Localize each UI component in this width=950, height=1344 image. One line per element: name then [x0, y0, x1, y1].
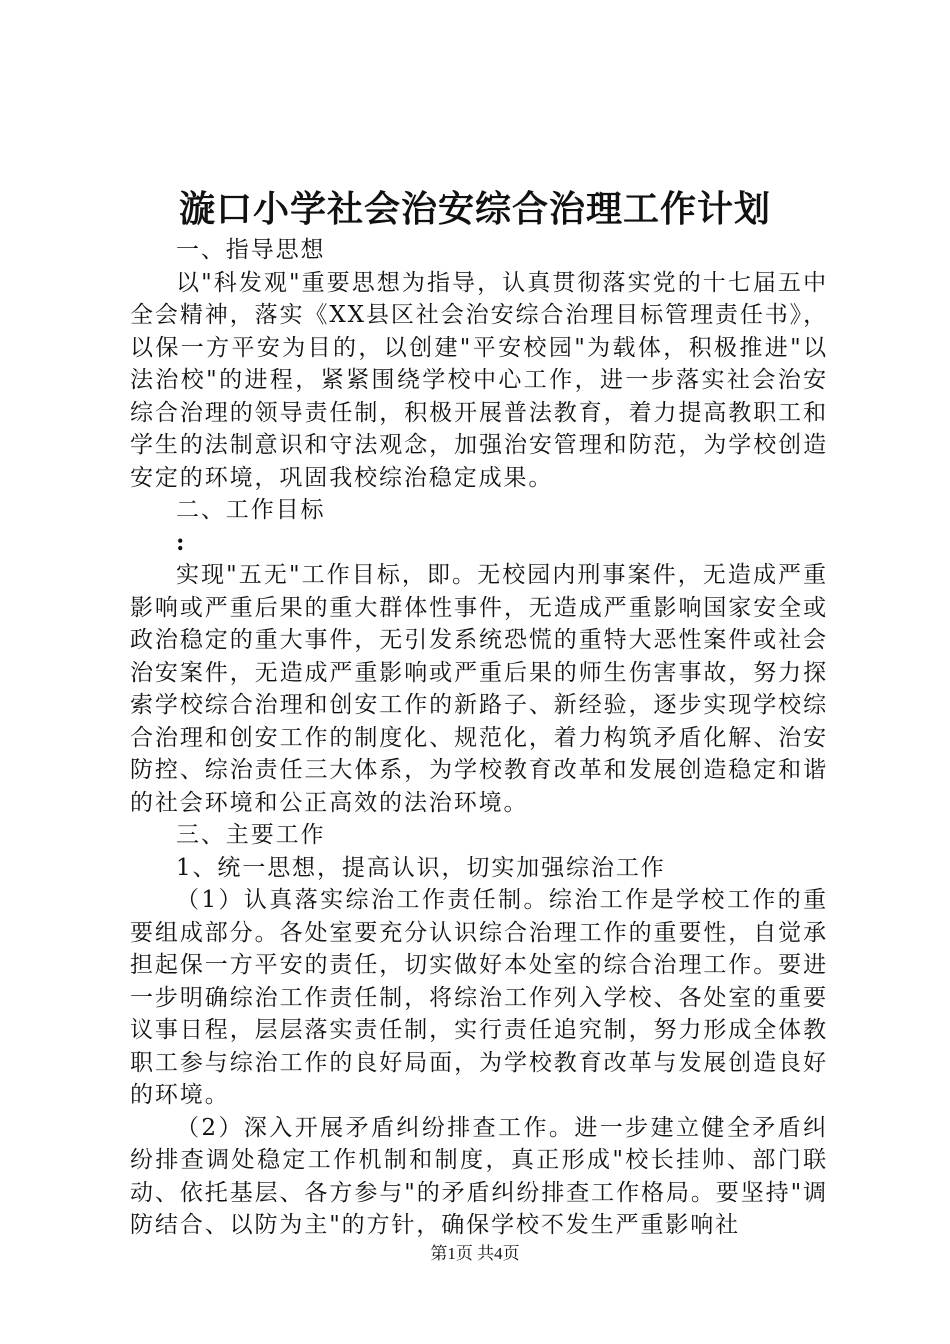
document-title: 漩口小学社会治安综合治理工作计划: [178, 189, 771, 230]
colon-line: :: [176, 528, 187, 556]
paragraph-work-goals: 实现"五无"工作目标，即。无校园内刑事案件，无造成严重影响或严重后果的重大群体性事件，无造成严重影响国家安全或政治稳定的重大事件，无引发系统恐慌的重特大恶性案件或社会治安案件，无造成严重影响或严重后果的师生伤害事故，努力探索学校综合治理和创安工作的新路子、新经验，逐步实现学校综合治理和创安工作的制度化、规范化，着力构筑矛盾化解、治安防控、综治责任三大体系，为学校教育改革和发展创造稳定和谐的社会环境和公正高效的法治环境。: [130, 562, 828, 816]
paragraph-guiding-ideology: 以"科发观"重要思想为指导，认真贯彻落实党的十七届五中全会精神，落实《XX县区社会治安综合治理目标管理责任书》，以保一方平安为目的，以创建"平安校园"为载体，积极推进"以法治校"的进程，紧紧围绕学校中心工作，进一步落实社会治安综合治理的领导责任制，积极开展普法教育，着力提高教职工和学生的法制意识和守法观念，加强治安管理和防范，为学校创造安定的环境，巩固我校综治稳定成果。: [130, 269, 828, 491]
paragraph-responsibility-system: （1）认真落实综治工作责任制。综治工作是学校工作的重要组成部分。各处室要充分认识综合治理工作的重要性，自觉承担起保一方平安的责任，切实做好本处室的综合治理工作。要进一步明确综治工作责任制，将综治工作列入学校、各处室的重要议事日程，层层落实责任制，实行责任追究制，努力形成全体教职工参与综治工作的良好局面，为学校教育改革与发展创造良好的环境。: [130, 887, 828, 1108]
subheading-unify-thinking: 1、统一思想，提高认识，切实加强综治工作: [176, 854, 666, 881]
section-heading-guiding-ideology: 一、指导思想: [176, 237, 326, 263]
document-body: [130, 234, 828, 1242]
section-heading-work-goals: 二、工作目标: [176, 497, 326, 523]
paragraph-dispute-investigation: （2）深入开展矛盾纠纷排查工作。进一步建立健全矛盾纠纷排查调处稳定工作机制和制度，真正形成"校长挂帅、部门联动、依托基层、各方参与"的矛盾纠纷排查工作格局。要坚持"调防结合、以防为主"的方针，确保学校不发生严重影响社: [130, 1114, 828, 1238]
section-heading-main-work: 三、主要工作: [176, 822, 326, 848]
page-number-footer: 第1页 共4页: [430, 1244, 520, 1263]
